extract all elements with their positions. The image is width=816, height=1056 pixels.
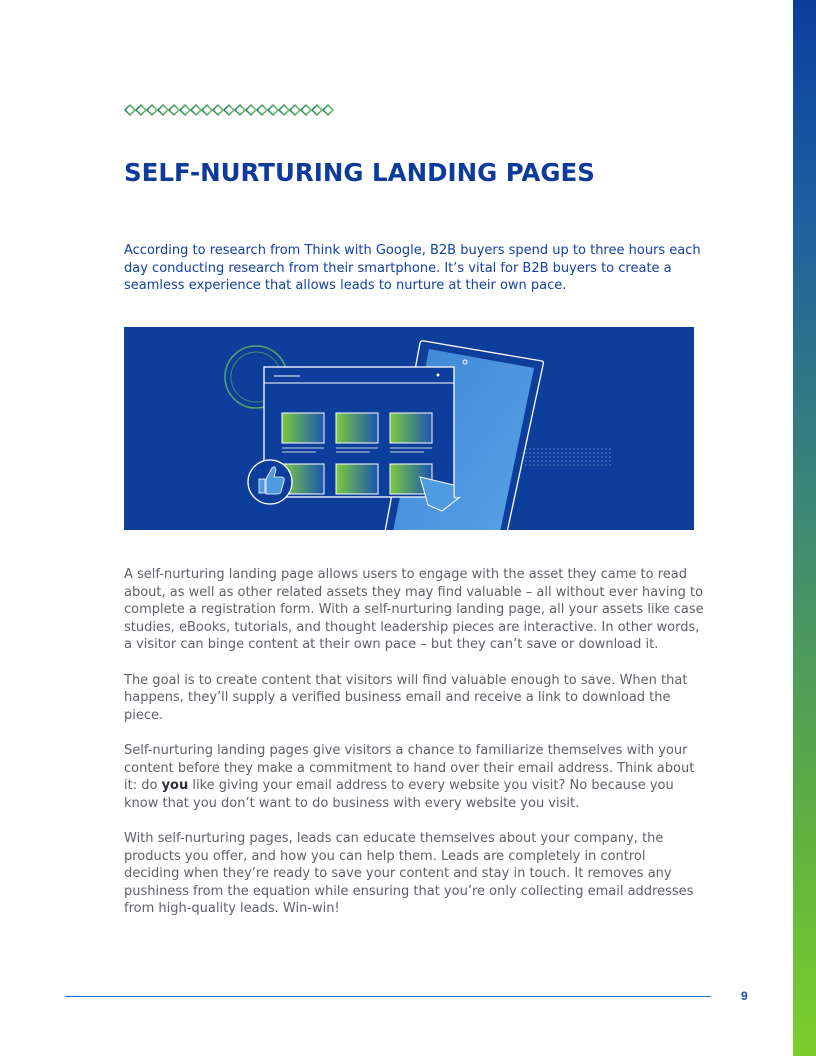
body-paragraph-3	[124, 742, 704, 812]
page-title: SELF-NURTURING LANDING PAGES	[124, 158, 595, 187]
landing-page-illustration	[124, 327, 694, 530]
page-number: 9	[741, 989, 748, 1003]
intro-paragraph: According to research from Think with Google, B2B buyers spend up to three hours each day conducting research from their smartphone. It’s vital for B2B buyers to create a seamless experience that allows leads to nurture at their own pace.	[124, 243, 701, 294]
side-gradient-bar	[793, 0, 816, 1056]
zigzag-diamond-icon	[124, 101, 338, 119]
paragraph-3-emphasis: you	[161, 778, 189, 794]
hero-illustration	[124, 327, 694, 530]
body-paragraph-4: With self-nurturing pages, leads can educate themselves about your company, the products you offer, and how you can help them. Leads are completely in control deciding when they’re ready to save your content and stay in touch. It removes any pushiness from the equation while ensuring that you’re only collecting email addresses from high-quality leads. Win-win!	[124, 830, 694, 917]
body-paragraph-2: The goal is to create content that visitors will find valuable enough to save. When that happens, they’ll supply a verified business email and receive a link to download the piece.	[124, 672, 688, 723]
body-text	[124, 566, 704, 935]
thumbs-up-icon	[248, 460, 292, 504]
footer-divider	[65, 996, 711, 997]
dot-grid-decor	[525, 448, 611, 466]
body-paragraph-1: A self-nurturing landing page allows users to engage with the asset they came to read about, as well as other related assets they may find valuable – all without ever having to complete a registration form. With a self-nurturing landing page, all your assets like case studies, eBooks, tutorials, and thought leadership pieces are interactive. In other words, a visitor can binge content at their own pace – but they can’t save or download it.	[124, 567, 704, 653]
paragraph-3-start: Self-nurturing landing pages give visitors a chance to familiarize themselves with your content before they make a commitment to hand over their email address. Think about it: do	[124, 742, 695, 794]
browser-window-icon	[264, 367, 454, 497]
paragraph-3-end: like giving your email address to every website you visit? No because you know that you don’t want to do business with every website you visit.	[124, 778, 674, 811]
